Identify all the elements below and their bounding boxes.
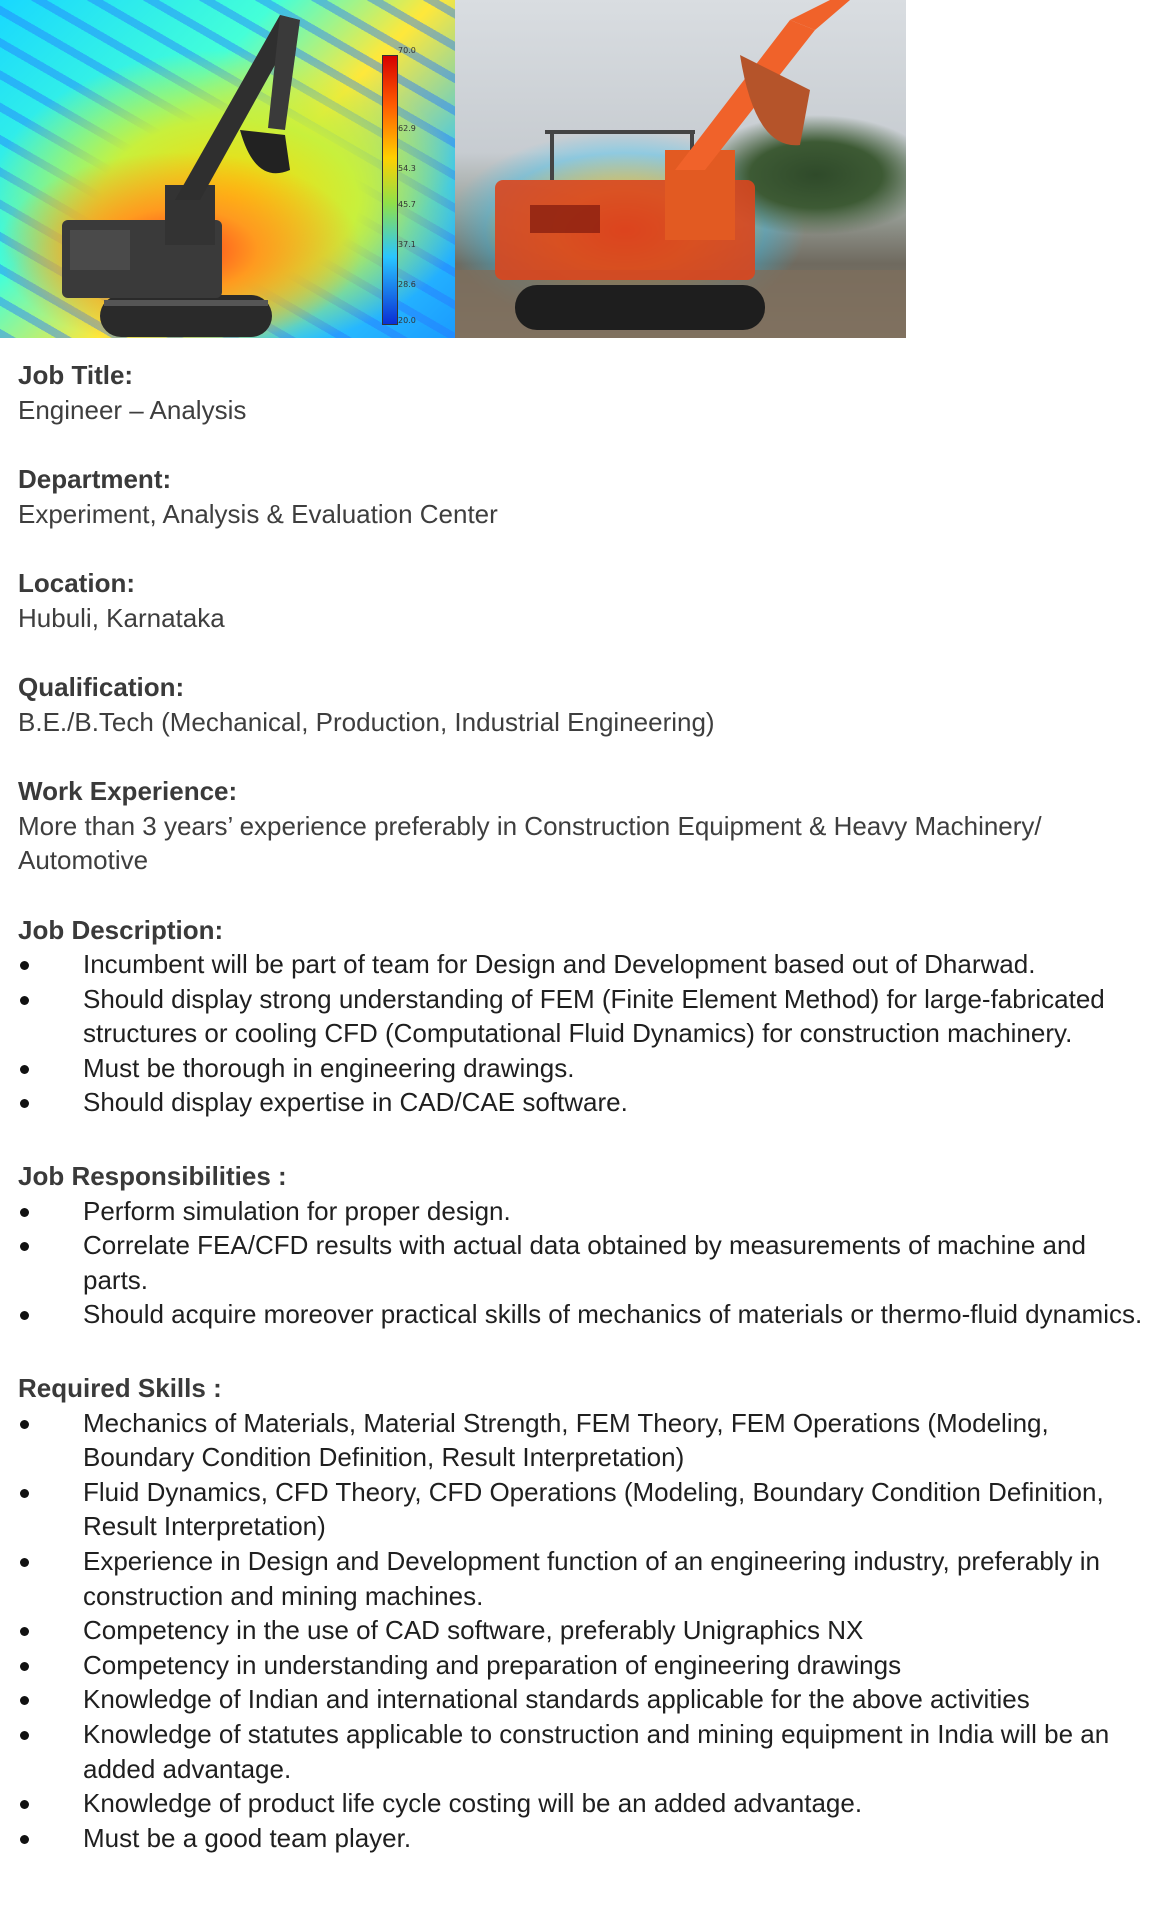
list-item (18, 1228, 1143, 1297)
job-description-section (18, 913, 1143, 1121)
list-item-text: Should display strong understanding of FEM (Finite Element Method) for large-fabricated structures or cooling CFD (Computational Fluid Dynamics) for construction machinery. (83, 983, 1105, 1049)
list-item (18, 947, 1143, 982)
job-description-list (18, 947, 1143, 1120)
list-item-text: Experience in Design and Development function of an engineering industry, preferably in construction and mining machines. (83, 1546, 1101, 1611)
list-item (18, 1786, 1143, 1821)
work-experience-label: Work Experience: (18, 775, 238, 806)
scale-tick: 20.0 (398, 316, 416, 325)
bullet-icon (20, 1420, 29, 1429)
list-item-text: Correlate FEA/CFD results with actual data obtained by measurements of machine and parts. (83, 1230, 1086, 1295)
list-item-text: Should display expertise in CAD/CAE software. (83, 1087, 628, 1118)
scale-tick: 54.3 (398, 164, 416, 173)
location-label: Location: (18, 567, 135, 598)
bullet-icon (20, 1242, 29, 1251)
bullet-icon (20, 1311, 29, 1320)
list-item-text: Knowledge of Indian and international standards applicable for the above activities (83, 1684, 1030, 1715)
list-item (18, 1297, 1143, 1332)
bullet-icon (20, 1662, 29, 1671)
list-item (18, 1406, 1143, 1475)
bullet-icon (20, 1489, 29, 1498)
job-description-label: Job Description: (18, 914, 224, 945)
scale-tick: 62.9 (398, 124, 416, 133)
job-title-section (18, 358, 1143, 427)
list-item (18, 1821, 1143, 1856)
list-item (18, 1051, 1143, 1086)
list-item (18, 1085, 1143, 1120)
excavator-photo-icon (455, 0, 906, 338)
department-section (18, 462, 1143, 531)
list-item-text: Incumbent will be part of team for Design and Development based out of Dharwad. (83, 949, 1036, 980)
list-item-text: Fluid Dynamics, CFD Theory, CFD Operations (Modeling, Boundary Condition Definition, Result Interpretation) (83, 1476, 1104, 1542)
required-skills-label: Required Skills : (18, 1373, 222, 1404)
work-experience-value: More than 3 years’ experience preferably in Construction Equipment & Heavy Machinery/ Automotive (18, 810, 1042, 876)
list-item-text: Mechanics of Materials, Material Strength, FEM Theory, FEM Operations (Modeling, Boundary Condition Definition, Result Interpretation) (83, 1407, 1049, 1473)
bullet-icon (20, 1800, 29, 1809)
bullet-icon (20, 1835, 29, 1844)
department-value: Experiment, Analysis & Evaluation Center (18, 498, 498, 529)
required-skills-section (18, 1371, 1143, 1855)
header-images (0, 0, 906, 338)
bullet-icon (20, 1208, 29, 1217)
list-item-text: Competency in the use of CAD software, preferably Unigraphics NX (83, 1615, 864, 1646)
work-experience-section (18, 774, 1143, 878)
list-item (18, 1613, 1143, 1648)
scale-tick: 28.6 (398, 280, 416, 289)
location-value: Hubuli, Karnataka (18, 602, 225, 633)
list-item (18, 1475, 1143, 1544)
qualification-section (18, 670, 1143, 739)
list-item (18, 982, 1143, 1051)
thermal-photo-image (455, 0, 906, 338)
list-item-text: Must be a good team player. (83, 1822, 412, 1853)
scale-tick: 37.1 (398, 240, 416, 249)
list-item (18, 1717, 1143, 1786)
job-responsibilities-label: Job Responsibilities : (18, 1161, 287, 1192)
bullet-icon (20, 1696, 29, 1705)
list-item (18, 1544, 1143, 1613)
simulation-image (0, 0, 455, 338)
job-title-value: Engineer – Analysis (18, 394, 247, 425)
bullet-icon (20, 1065, 29, 1074)
job-title-label: Job Title: (18, 360, 134, 390)
list-item-text: Should acquire moreover practical skills of mechanics of materials or thermo-fluid dynamics. (83, 1299, 1143, 1330)
location-section (18, 566, 1143, 635)
list-item (18, 1682, 1143, 1717)
bullet-icon (20, 1099, 29, 1108)
job-responsibilities-section (18, 1159, 1143, 1332)
color-scale-bar (382, 55, 398, 325)
qualification-label: Qualification: (18, 671, 185, 702)
bullet-icon (20, 996, 29, 1005)
list-item (18, 1194, 1143, 1229)
bullet-icon (20, 1558, 29, 1567)
list-item (18, 1648, 1143, 1683)
scale-tick: 45.7 (398, 200, 416, 209)
job-responsibilities-list (18, 1194, 1143, 1332)
list-item-text: Must be thorough in engineering drawings. (83, 1052, 575, 1083)
list-item-text: Knowledge of statutes applicable to construction and mining equipment in India will be an added advantage. (83, 1718, 1110, 1784)
department-label: Department: (18, 463, 172, 494)
list-item-text: Knowledge of product life cycle costing will be an added advantage. (83, 1788, 863, 1819)
list-item-text: Perform simulation for proper design. (83, 1195, 511, 1226)
list-item-text: Competency in understanding and preparation of engineering drawings (83, 1649, 902, 1680)
bullet-icon (20, 1731, 29, 1740)
bullet-icon (20, 1627, 29, 1636)
qualification-value: B.E./B.Tech (Mechanical, Production, Industrial Engineering) (18, 706, 715, 737)
required-skills-list (18, 1406, 1143, 1856)
scale-tick: 70.0 (398, 46, 416, 55)
bullet-icon (20, 961, 29, 970)
job-posting (18, 358, 1143, 1890)
